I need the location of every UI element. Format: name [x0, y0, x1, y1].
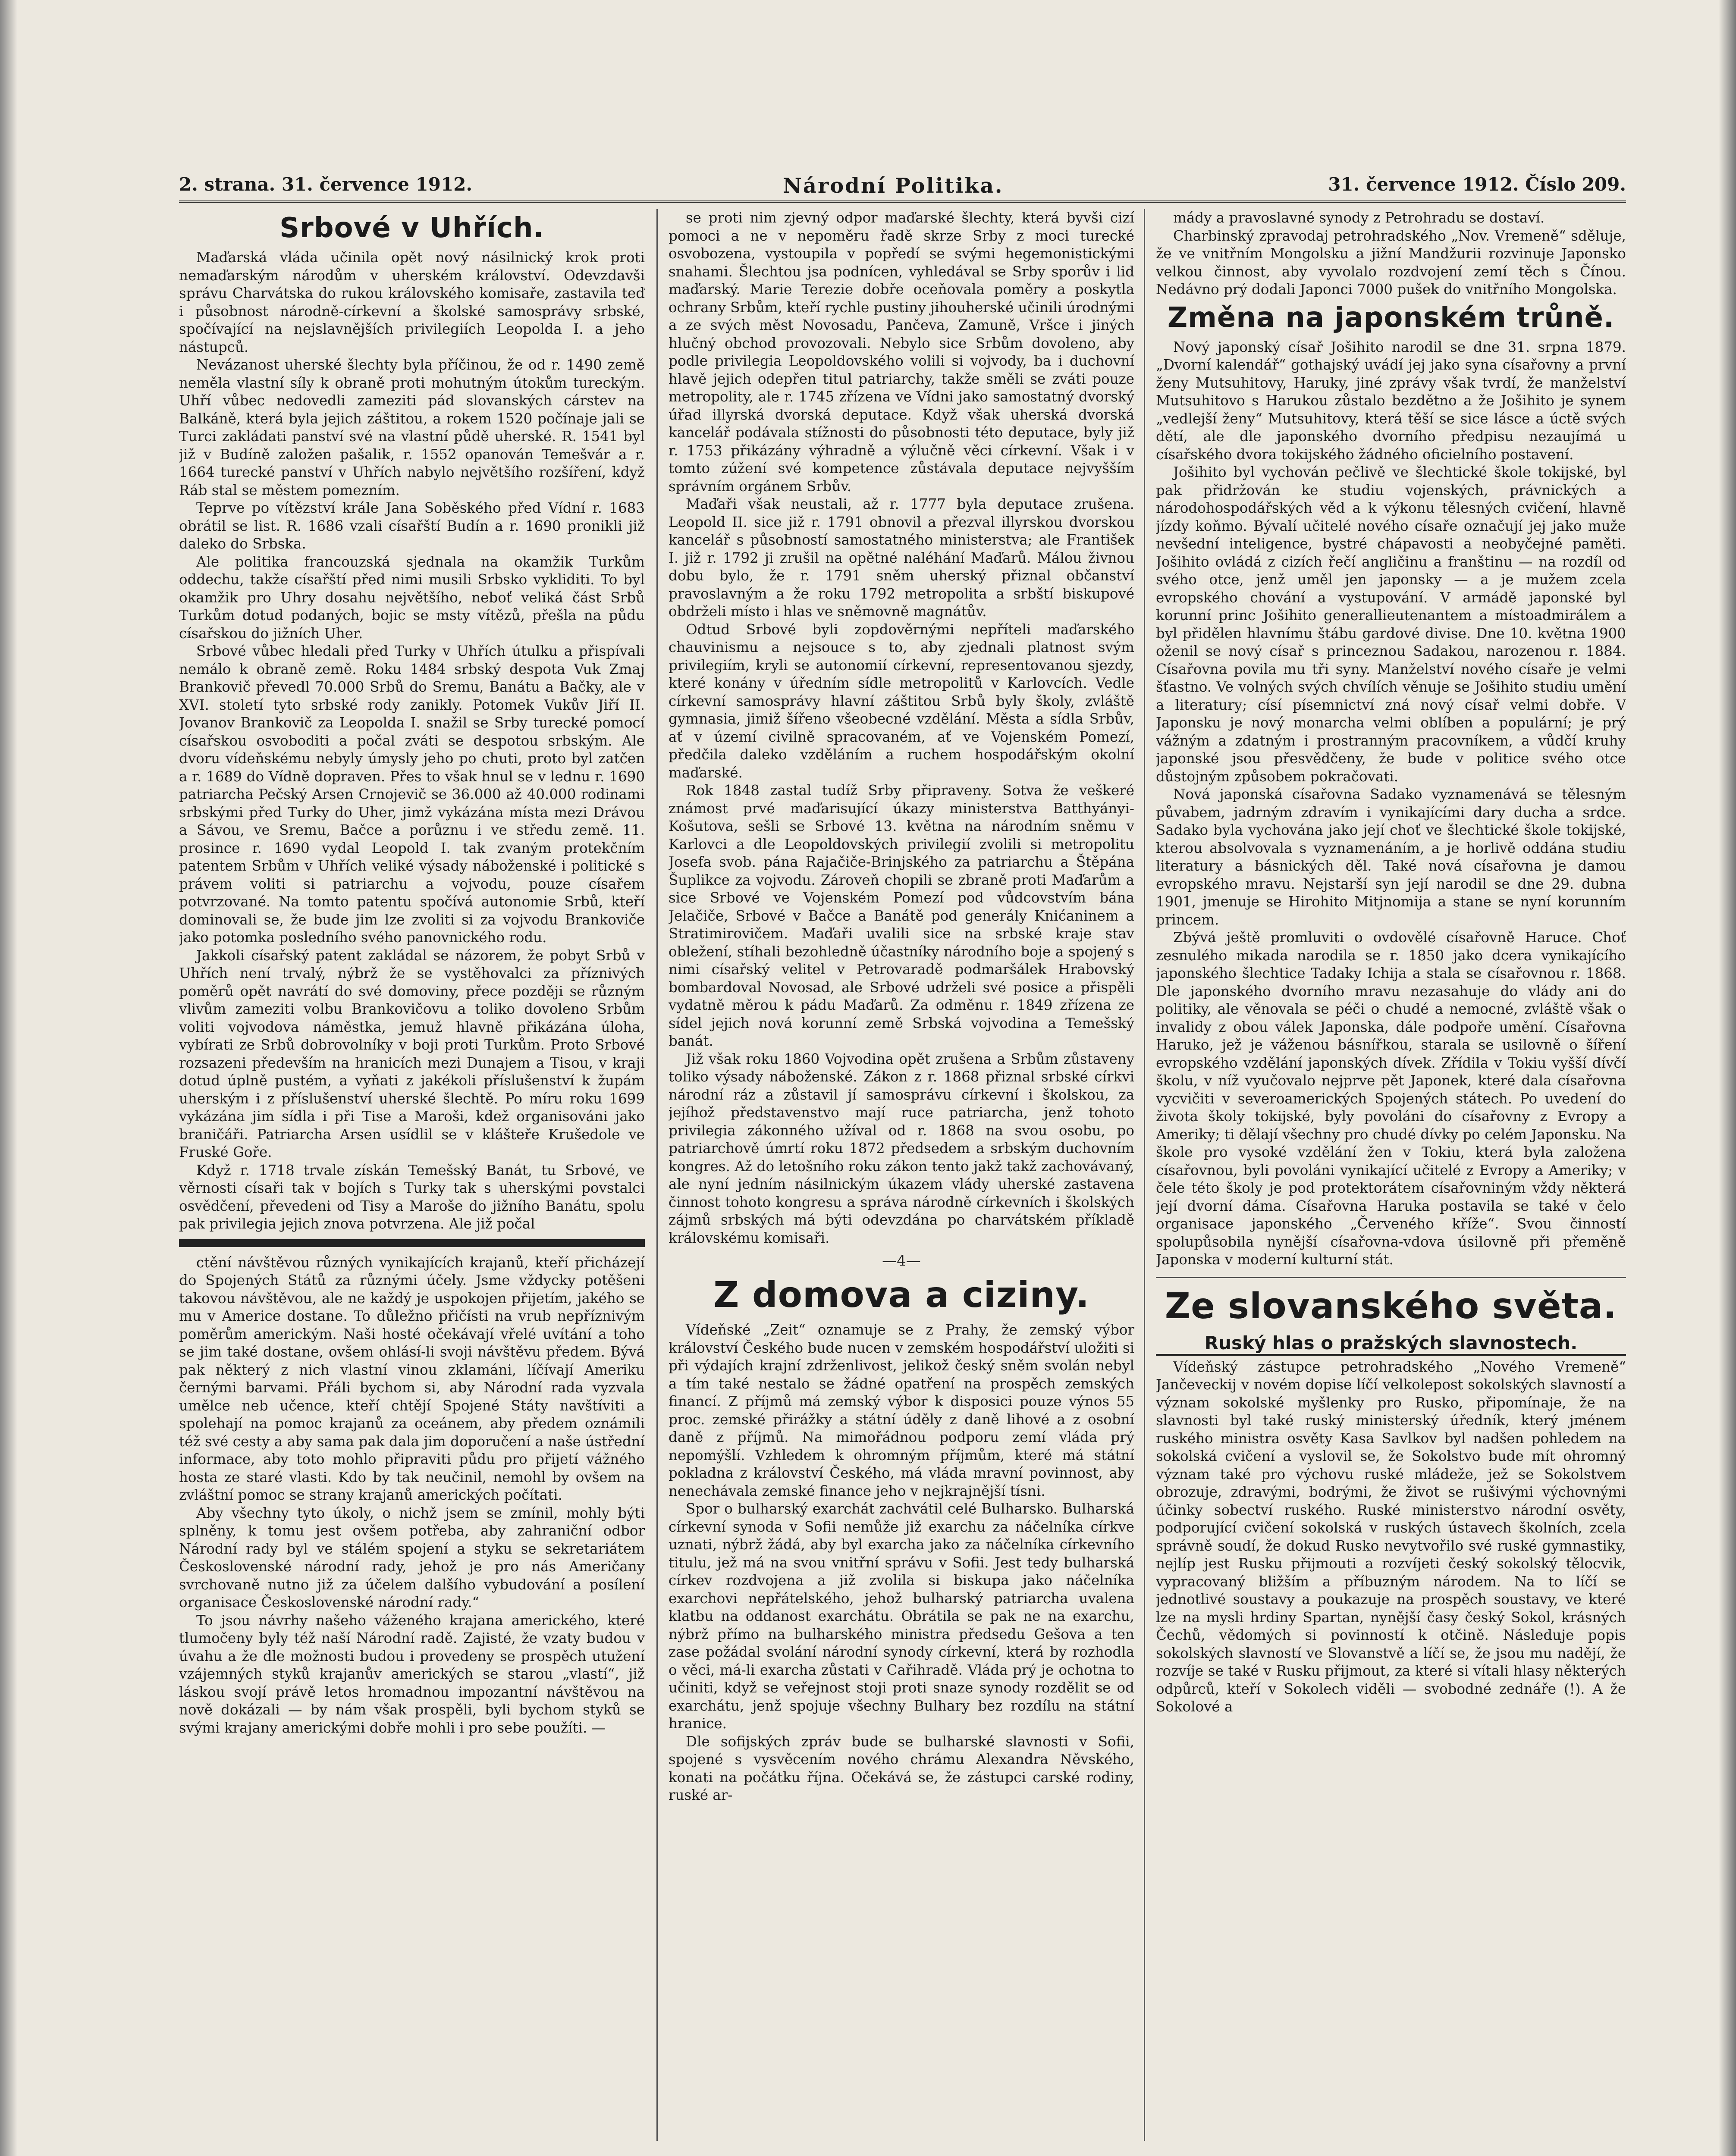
paragraph: Maďaři však neustali, až r. 1777 byla deputace zrušena. Leopold II. sice již r. 1791 obnovil a přezval illyrskou dvorskou kancelář s působností samostatného ministerstva; ale František I. již r. 1792 ji zrušil na opětné naléhání Maďarů. Málou živnou dobu bylo, že r. 1791 sněm uherský přiznal občanství pravoslavným a že roku 1792 metropolita a srbští biskupové obdrželi místo i hlas ve sněmovně magnátův. — [669, 496, 1134, 620]
paragraph: Rok 1848 zastal tudíž Srby připraveny. Sotva že veškeré známost prvé maďarisující úkazy ministerstva Batthyányi-Košutova, sešli se Srbové 13. května na národním sněmu v Karlovci a dle Leopoldovských privilegií zvolili si metropolitu Josefa svob. pána Rajačiče-Brinjského za patriarchu a Štěpána Šuplikce za vojvodu. Zároveň chopili se zbraně proti Maďarům a sice Srbové ve Vojenském Pomezí pod vůdcovstvím bána Jelačiče, Srbové v Bačce a Banátě pod generály Knićaninem a Stratimirovičem. Maďaři uvalili sice na srbské kraje stav obležení, stíhali bezohledně účastníky národního boje a spojený s nimi císařský velitel v Petrovaradě podmaršálek Hrabovský bombardoval Novosad, ale Srbové udrželi své posice a přispěli vydatně měrou k pádu Maďarů. Za odměnu r. 1849 zřízena ze sídel jejich nová korunní země Srbská vojvodina a Temešský banát. — [669, 782, 1134, 1049]
paragraph: Vídeňské „Zeit“ oznamuje se z Prahy, že zemský výbor království Českého bude nucen v zemském hospodářství uložiti si při výdajích krajní zdrženlivost, jelikož český sněm svolán nebyl a tím také nestalo se žádné opatření na prospěch zemských financí. Z příjmů má zemský výbor k disposici pouze výnos 55 proc. zemské přirážky a státní úděly z daně lihové a z osobní daně z příjmů. Na mimořádnou podporu zemí vláda prý nepomýšlí. Vzhledem k ohromným příjmům, které má státní pokladna z království Českého, má vláda mravní povinnost, aby nenechávala zemské finance jeho v nejkrajnější tísni. — [669, 1322, 1134, 1499]
article-title-serbs: Srbové v Uhřích. — [279, 212, 544, 244]
article-end-mark: —4— — [882, 1252, 921, 1269]
article-title-japan: Změna na japonském trůně. — [1167, 301, 1615, 334]
paragraph: Nový japonský císař Jošihito narodil se dne 31. srpna 1879. „Dvorní kalendář“ gothajský uvádí jej jako syna císařovny a první ženy Mutsuhitovy, Haruky, jiné zprávy však tvrdí, že manželství Mutsuhitovo s Harukou zůstalo bezdětno a že Jošihito je synem „vedlejší ženy“ Mutsuhitovy, která těší se sice lásce a úctě svých dětí, ale dle japonského dvorního předpisu nezaujímá u císařského dvora tokijského žádného oficielního postavení. — [1156, 338, 1626, 463]
paragraph: To jsou návrhy našeho váženého krajana amerického, které tlumočeny byly též naší Národní radě. Zajisté, že vzaty budou v úvahu a že dle možnosti budou i provedeny se prospěch utužení vzájemných styků krajanův amerických se starou „vlastí“, již láskou svojí právě letos hromadnou impozantní návštěvou na nově dokázali — by nám však prospěli, byli bychom styků se svými krajany americkými dobře mohli i pro sebe použíti. — — [179, 1612, 645, 1736]
paragraph: Maďarská vláda učinila opět nový násilnický krok proti nemaďarským národům v uherském království. Odevzdavši správu Charvátska do rukou královského komisaře, zastavila teď i působnost národně-církevní a školské samosprávy srbské, spočívající na nejslavnějších privilegiích Leopolda I. a jeho nástupců. — [179, 249, 645, 355]
column-3 — [1156, 209, 1626, 2150]
page-header — [179, 170, 1626, 203]
paragraph: Ale politika francouzská sjednala na okamžik Turkům oddechu, takže císařští před nimi musili Srbsko vykliditi. To byl okamžik pro Uhry dosahu největšího, neboť veliká část Srbů Turkům dotud podaných, bojic se msty vítězů, přešla na půdu císařskou do jižních Uher. — [179, 553, 645, 642]
paragraph: Jošihito byl vychován pečlivě ve šlechtické škole tokijské, byl pak přidržován ke studiu vojenských, právnických a národohospodářských věd a k výkonu tělesných cvičení, hlavně jízdy koňmo. Bývalí učitelé nového císaře označují jej jako muže nevšední inteligence, bystré chápavosti a neobyčejné paměti. Jošihito ovládá z cizích řečí angličinu a franštinu — na rozdíl od svého otce, jenž uměl jen japonsky — a je mužem zcela evropského chování a vystupování. V armádě japonské byl korunní princ Jošihito generallieutenantem a místoadmirálem a byl přidělen hlavnímu štábu gardové divise. Dne 10. května 1900 oženil se nový císař s princeznou Sadakou, narozenou r. 1884. Císařovna povila mu tři syny. Manželství nového císaře je velmi šťastno. Ve volných svých chvílích věnuje se Jošihito studiu umění a literatury; císí písemnictví zná nový císař velmi dobře. V Japonsku je nový monarcha velmi oblíben a populární; je prý vážným a zdatným i prostranným pracovníkem, a vůdčí kruhy japonské jsou přesvědčeny, že bude v politice svého otce důstojným způsobem pokračovati. — [1156, 464, 1626, 785]
section-title-slavic-world: Ze slovanského světa. — [1165, 1285, 1617, 1327]
paragraph: Aby všechny tyto úkoly, o nichž jsem se zmínil, mohly býti splněny, k tomu jest ovšem potřeba, aby zahraniční odbor Národní rady byl ve stálém spojení a styku se sekretariátem Československé národní rady, jehož je pro nás Američany svrchovaně nutno již za účelem dalšího vybudování a posílení organisace Československé národní rady.“ — [179, 1504, 645, 1611]
column-divider — [1144, 209, 1145, 2141]
header-page-date: 2. strana. 31. července 1912. — [179, 174, 473, 195]
header-issue-number: 31. července 1912. Číslo 209. — [1328, 174, 1626, 195]
paragraph: mády a pravoslavné synody z Petrohradu se dostaví. — [1173, 210, 1545, 226]
masthead-title: Národní Politika. — [783, 174, 1004, 198]
paragraph: Nevázanost uherské šlechty byla příčinou, že od r. 1490 země neměla vlastní síly k obraně proti mohutným útokům tureckým. Uhří vůbec nedovedli zameziti pád slovanských cárstev na Balkáně, která byla jejich záštitou, a rokem 1520 počínaje jali se Turci zakládati panství své na vlastní půdě uherské. R. 1541 byl již v Budíně založen pašalik, r. 1552 opanován Temešvár a r. 1664 turecké panství v Uhřích nabylo největšího rozšíření, když Ráb stal se městem pomezním. — [179, 357, 645, 498]
paragraph: Zbývá ještě promluviti o ovdovělé císařovně Haruce. Choť zesnulého mikada narodila se r. 1850 jako dcera vynikajícího japonského šlechtice Tadaky Ichija a stala se císařovnou r. 1868. Dle japonského dvorního mravu nezasahuje do vlády ani do politiky, ale věnovala se péči o chudé a nemocné, zvláště však o invalidy z obou válek Japonska, dále podpoře umění. Císařovna Haruko, jež je váženou básnířkou, starala se usilovně o šíření evropského vzdělání japonských dívek. Zřídila v Tokiu vyšší dívčí školu, v níž vyučovalo nejprve pět Japonek, které dala císařovna vycvičiti v severoamerických Spojených státech. Po uvedení do života školy tokijské, byly povoláni do císařovny z Evropy a Ameriky; ti dělají všechny pro chudé dívky po celém Japonsku. Na škole pro vysoké vzdělání žen v Tokiu, která byla založena císařovnou, byli povoláni vynikající učitelé z Evropy a Ameriky; v čele této školy je pod protektorátem císařovniným vždy některá její dvorní dáma. Císařovna Haruka postavila se také v čelo organisace japonského „Červeného kříže“. Svou činností spolupůsobila nynější císařovna-vdova úsilovně při přeměně Japonska v moderní kulturní stát. — [1156, 929, 1626, 1268]
paragraph: Když r. 1718 trvale získán Temešský Banát, tu Srbové, ve věrnosti císaři tak v bojích s Turky tak s uherskými povstalci osvědčení, převedeni od Tisy a Maroše do jižního Banátu, spolu pak privilegia jejich znova potvrzena. Ale již počal — [179, 1162, 645, 1232]
column-1 — [179, 209, 645, 2150]
paragraph: Dle sofijských zpráv bude se bulharské slavnosti v Sofii, spojené s vysvěcením nového chrámu Alexandra Něvského, konati na počátku října. Očekává se, že zástupci carské rodiny, ruské ar- — [669, 1733, 1134, 1803]
article-subtitle-russian-voice: Ruský hlas o pražských slavnostech. — [1156, 1332, 1626, 1356]
paragraph: Charbinský zpravodaj petrohradského „Nov. Vremeně“ sděluje, že ve vnitřním Mongolsku a jižní Mandžurii rozvinuje Japonsko velkou činnost, aby vyvolalo rozdvojení zemí těch s Čínou. Nedávno prý dodali Japonci 7000 pušek do vnitřního Mongolska. — [1156, 227, 1626, 298]
section-title-home-abroad: Z domova a ciziny. — [713, 1275, 1090, 1316]
column-2 — [669, 209, 1134, 2150]
paragraph: se proti nim zjevný odpor maďarské šlechty, která byvši cizí pomoci a ne v nepoměru řadě skrze Srby z moci turecké osvobozena, vystoupila v popředí se svými hegemonistickými snahami. Šlechtou jsa podnícen, vyhledával se Srby sporův i lid maďarský. Marie Terezie dobře oceňovala poměry a poskytla ochrany Srbům, kteří rychle pustiny jihouherské učinili úrodnými a ze svých měst Novosadu, Pančeva, Zamuně, Vršce i jiných hlučný obchod provozovali. Nebylo sice Srbům dovoleno, aby podle privilegia Leopoldovského volili si vojvody, ba i duchovní hlavě jejich odepřen titul patriarchy, takže směli se zváti pouze metropolity, ale r. 1745 zřízena ve Vídni jako samostatný dvorský úřad illyrská dvorská deputace. Když však uherská dvorská kancelář podávala stížnosti do působnosti této deputace, byly již r. 1753 přikázány výhradně a výlučně věci církevní. Však i v tomto zúžení své kompetence zůstávala deputace nejvyšším správním orgánem Srbův. — [669, 210, 1134, 495]
section-divider-bar — [179, 1239, 645, 1247]
paragraph: ctění návštěvou různých vynikajících krajanů, kteří přicházejí do Spojených Států za různými účely. Jsme vždycky potěšeni takovou návštěvou, ale ne každý je uspokojen přijetím, jakého se mu v Americe dostane. To důležno přičísti na vrub nepříznivým poměrům americkým. Naši hosté očekávají vřelé uvítání a toho se jim také dostane, ovšem ohlásí-li svoji návštěvu předem. Bývá pak některý z nich vlastní vinou zklamáni, líčívají Ameriku černými barvami. Přáli bychom si, aby Národní rada vyzvala umělce neb učence, kteří chtějí Spojené Státy navštíviti a spolehají na pomoc krajanů za oceánem, aby předem oznámili též své cesty a aby sama pak dala jim doporučení a naše ústřední informace, aby toto mohlo připraviti půdu pro přijetí vážného hosta ze staré vlasti. Kdo by tak neučinil, nemohl by ovšem na zvláštní pomoc se strany krajanů amerických počítati. — [179, 1254, 645, 1503]
left-page-shadow — [0, 0, 17, 2156]
column-divider — [656, 209, 658, 2141]
paragraph: Nová japonská císařovna Sadako vyznamenává se tělesným půvabem, jadrným zdravím i vynikajícími dary ducha a srdce. Sadako byla vychována jako její choť ve šlechtické škole tokijské, kterou absolvovala s vyznamenáním, a je horlivě oddána studiu literatury a básnických děl. Také nová císařovna je damou evropského mravu. Nejstarší syn její narodil se dne 29. dubna 1901, jmenuje se Hirohito Mitjnomija a stane se nyní korunním princem. — [1156, 786, 1626, 928]
paragraph: Odtud Srbové byli zopdověrnými nepříteli maďarského chauvinismu a nejsouce s to, aby zjednali platnost svým privilegiím, kryli se autonomií církevní, representovanou sjezdy, které konány v úředním sídle metropolitů v Karlovcích. Vedle církevní samosprávy hlavní záštitou Srbů byly školy, zvláště gymnasia, jimiž šířeno všeobecné vzdělání. Města a sídla Srbův, ať v území civilně spracovaném, ať ve Vojenském Pomezí, předčila daleko vzděláním a ruchem hospodářským okolní maďarské. — [669, 621, 1134, 781]
paragraph: Srbové vůbec hledali před Turky v Uhřích útulku a přispívali nemálo k obraně země. Roku 1484 srbský despota Vuk Zmaj Brankovič převedl 70.000 Srbů do Sremu, Banátu a Bačky, ale v XVI. století tyto srbské rody zanikly. Potomek Vukův Jiří II. Jovanov Brankovič za Leopolda I. snažil se Srby turecké pomocí císařskou osvoboditi a počal zváti se despotou srbským. Ale dvoru vídeňskému nebyly úmysly jeho po chuti, proto byl zatčen a r. 1689 do Vídně dopraven. Přes to však hnul se v lednu r. 1690 patriarcha Pečský Arsen Crnojevič se 36.000 až 40.000 rodinami srbskými před Turky do Uher, jimž vykázána místa mezi Drávou a Sávou, ve Sremu, Bačce a porůznu i ve středu země. 11. prosince r. 1690 vydal Leopold I. tak zvaným protekčním patentem Srbům v Uhřích veliké výsady náboženské i politické s právem voliti si patriarchu a vojvodu, pouze císařem potvrzované. Na tomto patentu spočívá autonomie Srbů, kteří dominovali se, že bude jim lze zvoliti si za vojvodu Brankoviče jako potomka posledního svého panovnického rodu. — [179, 643, 645, 946]
right-page-shadow — [1719, 0, 1736, 2156]
paragraph: Jakkoli císařský patent zakládal se názorem, že pobyt Srbů v Uhřích není trvalý, nýbrž že se vystěhovalci za příznivých poměrů opět navrátí do své domoviny, přece později se různým vlivům zameziti volbu Brankovičovu a toliko dovoleno Srbům voliti vojvodova náměstka, jemuž hlavně přikázána úloha, vybírati ze Srbů dobrovolníky v boji proti Turkům. Proto Srbové rozsazeni především na hranicích mezi Dunajem a Tisou, v kraji dotud úplně pustém, a vyňati z jakékoli příslušenství k župám uherským i z příslušenství uherské šlechtě. Po míru roku 1699 vykázána jim sídla i při Tise a Maroši, kdež organisováni jako braničáři. Patriarcha Arsen usídlil se v klášteře Krušedole ve Fruské Goře. — [179, 947, 645, 1160]
section-divider — [1156, 1277, 1626, 1278]
paragraph: Vídeňský zástupce petrohradského „Nového Vremeně“ Jančeveckij v novém dopise líčí velkolepost sokolských slavností a význam sokolské myšlenky pro Rusko, připomínaje, že na slavnosti byl také ruský ministerský úředník, který jménem ruského ministra osvěty Kasa Savlkov byl nadšen pohledem na sokolská cvičení a vyslovil se, že Sokolstvo bude mít ohromný význam také pro výchovu ruské mládeže, jež se Sokolstvem obrozuje, zdravými, bodrými, že život se rušivými výchovnými účinky sobectví ruského. Ruské ministerstvo národní osvěty, podporující cvičení sokolská v ruských ústavech školních, zcela správně soudí, že dokud Rusko nevytvořilo své ruské gymnastiky, nejlíp jest Rusku přijmouti a rozvíjeti český sokolský tělocvik, vypracovaný bližším a příbuzným národem. Na to líčí se jednotlivé soustavy a poukazuje na prospěch soustavy, ve které lze na mysli hrdiny Spartan, nynější časy český Sokol, krásných Čechů, vědomých si povinností k otčině. Následuje popis sokolských slavností ve Slovanstvě a líčí se, že jsou mu nadějí, že rozvíje se také v Rusku přijmout, za které si vítali hlasy některých odpůrců, kteří v Sokolech viděli — svobodné zednáře (!). A že Sokolové a — [1156, 1358, 1626, 1715]
paragraph: Teprve po vítězství krále Jana Soběského před Vídní r. 1683 obrátil se list. R. 1686 vzali císařští Budín a r. 1690 pronikli již daleko do Srbska. — [179, 500, 645, 552]
paragraph: Již však roku 1860 Vojvodina opět zrušena a Srbům zůstaveny toliko výsady náboženské. Zákon z r. 1868 přiznal srbské církvi národní ráz a zůstavil jí samosprávu církevní i školskou, za jejíhož představenstvo mají ruce patriarcha, jenž tohoto privilegia zákonného užíval od r. 1868 na svou osobu, po patriarchově úmrtí roku 1872 předsedem a srbským duchovním kongres. Až do letošního roku zákon tento jakž takž zachovávaný, ale nyní jedním násilnickým úkazem vlády uherské zastavena činnost tohoto kongresu a správa národně církevních i školských zájmů srbských má býti odevzdána po charvátském příkladě královskému komisaři. — [669, 1050, 1134, 1246]
paragraph: Spor o bulharský exarchát zachvátil celé Bulharsko. Bulharská církevní synoda v Sofii nemůže již exarchu za náčelníka církve uznati, nýbrž žádá, aby byl exarcha jako za náčelníka církevního titulu, jež má na svou vnitřní správu v Sofii. Jest tedy bulharská církev rozdvojena a již zvolila si biskupa jako náčelníka exarchovi nepřátelského, jehož bulharský patriarcha uvalena klatbu na oddanost exarchátu. Obrátila se pak ne na exarchu, nýbrž přímo na bulharského ministra předsedu Gešova a ten zase požádal svolání národní synody církevní, která by rozhodla o věci, má-li exarcha zůstati v Cařihradě. Vláda prý je ochotna to učiniti, když se veřejnost stoji proti snaze synody rozdělit se od exarchátu, jenž spojuje všechny Bulhary bez rozdílu na státní hranice. — [669, 1501, 1134, 1732]
